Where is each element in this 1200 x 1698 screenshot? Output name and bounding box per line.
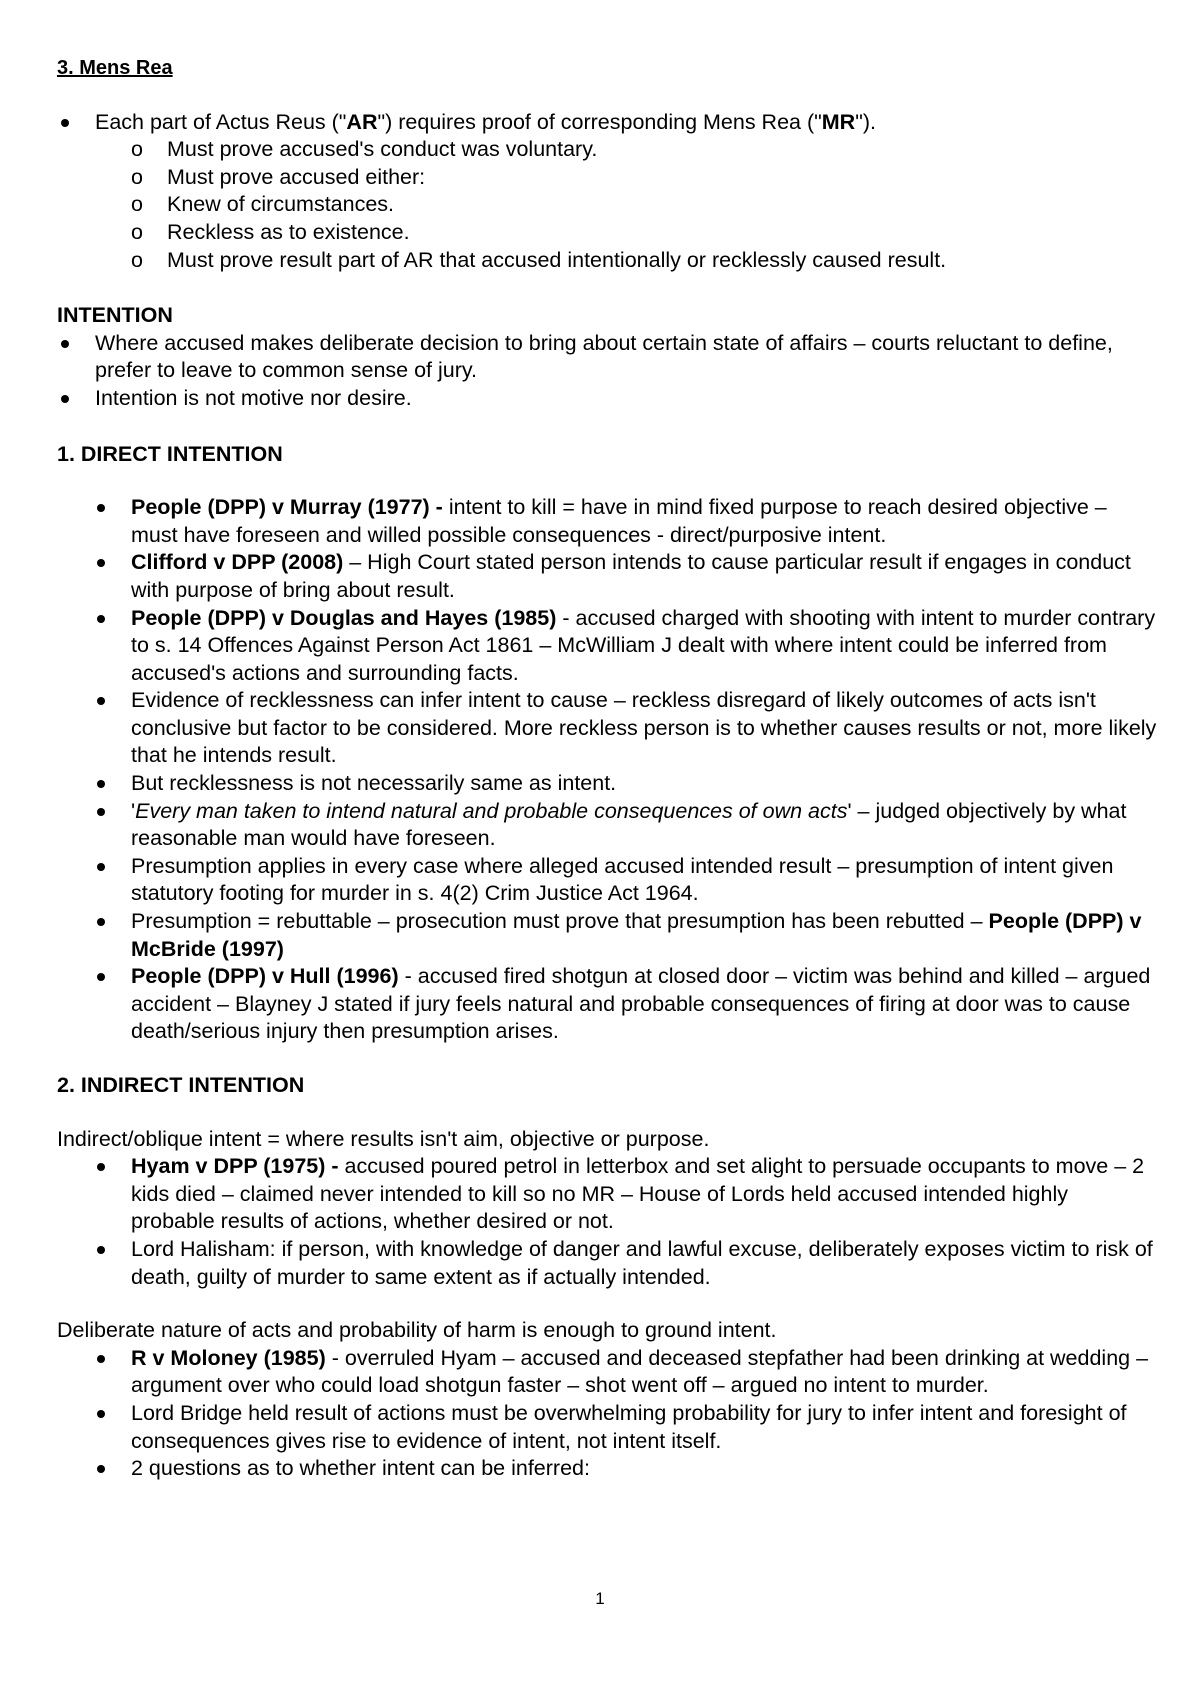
text: accused poured petrol in letterbox and set alight to persuade occupants to move – 2 kids died – claimed never intended to kill so no MR – House of Lords held accused intended highly probable results of actions, whether desired or not.	[131, 1154, 1145, 1234]
page-title: 3. Mens Rea	[57, 57, 173, 79]
text: - accused charged with shooting with intent to murder contrary to s. 14 Offences Against Person Act 1861 – McWilliam J dealt with where intent could be inferred from accused's actions and surrounding facts.	[131, 605, 1156, 685]
list-item	[57, 798, 1157, 853]
text: - overruled Hyam – accused and deceased stepfather had been drinking at wedding – argument over who could load shotgun faster – shot went off – argued no intent to murder.	[131, 1345, 1149, 1398]
text: '	[131, 798, 136, 823]
case-name: People (DPP) v McBride (1997)	[131, 909, 1142, 961]
text: – High Court stated person intends to cause particular result if engages in conduct with purpose of bring about result.	[131, 550, 1131, 602]
text: ").	[855, 109, 876, 134]
list-item: Lord Bridge held result of actions must be overwhelming probability for jury to infer intent and foresight of consequences gives rise to evidence of intent, not intent itself.	[57, 1400, 1157, 1455]
list-item	[57, 494, 1157, 549]
section-heading-direct-intention: 1. DIRECT INTENTION	[57, 441, 283, 466]
list-item: Where accused makes deliberate decision to bring about certain state of affairs – courts reluctant to define, prefer to leave to common sense of jury.	[57, 330, 1157, 385]
list-item	[57, 963, 1157, 1046]
abbr-mr: MR	[821, 109, 856, 134]
list-item: Evidence of recklessness can infer intent to cause – reckless disregard of likely outcomes of acts isn't conclusive but factor to be considered. More reckless person is to whether causes results or not, more likely that he intends result.	[57, 687, 1157, 770]
list-item: 2 questions as to whether intent can be inferred:	[57, 1455, 1157, 1483]
list-item: But recklessness is not necessarily same as intent.	[57, 770, 1157, 798]
list-item	[57, 605, 1157, 688]
list-item	[57, 1153, 1157, 1236]
sub-list-item: o Must prove result part of AR that accused intentionally or recklessly caused result.	[131, 247, 1157, 275]
list-item: Lord Halisham: if person, with knowledge of danger and lawful excuse, deliberately exposes victim to risk of death, guilty of murder to same extent as if actually intended.	[57, 1236, 1157, 1291]
case-name: People (DPP) v Hull (1996)	[131, 964, 399, 989]
intro-sublist	[131, 136, 1157, 274]
intention-list	[57, 330, 1157, 413]
list-item: Presumption applies in every case where alleged accused intended result – presumption of intent given statutory footing for murder in s. 4(2) Crim Justice Act 1964.	[57, 853, 1157, 908]
text: - accused fired shotgun at closed door – victim was behind and killed – argued accident – Blayney J stated if jury feels natural and probable consequences of firing at door was to cause death/serious injury then presumption arises.	[131, 964, 1151, 1044]
paragraph: Deliberate nature of acts and probability of harm is enough to ground intent.	[57, 1318, 777, 1343]
intro-list	[57, 109, 1157, 137]
list-item: Intention is not motive nor desire.	[57, 385, 1157, 413]
section-heading-intention: INTENTION	[57, 303, 173, 328]
text: ' – judged objectively by what reasonable man would have foreseen.	[131, 798, 1127, 851]
text: ") requires proof of corresponding Mens Rea ("	[377, 109, 822, 134]
case-name: R v Moloney (1985)	[131, 1345, 326, 1370]
list-item	[57, 908, 1157, 963]
sub-list-item: o Reckless as to existence.	[131, 219, 1157, 247]
sub-list-item: o Must prove accused either:	[131, 164, 1157, 192]
case-name: People (DPP) v Douglas and Hayes (1985)	[131, 605, 557, 630]
abbr-ar: AR	[346, 109, 378, 134]
text: Each part of Actus Reus ("	[95, 109, 347, 134]
paragraph: Indirect/oblique intent = where results isn't aim, objective or purpose.	[57, 1126, 710, 1151]
case-name: Hyam v DPP (1975) -	[131, 1154, 339, 1179]
indirect-intention-list-1	[57, 1153, 1157, 1291]
list-item	[57, 549, 1157, 604]
section-heading-indirect-intention: 2. INDIRECT INTENTION	[57, 1073, 305, 1097]
document-content	[57, 55, 1157, 1483]
indirect-intention-list-2	[57, 1345, 1157, 1483]
text: Presumption = rebuttable – prosecution must prove that presumption has been rebutted –	[131, 909, 989, 934]
quote: Every man taken to intend natural and probable consequences of own acts	[135, 798, 848, 823]
direct-intention-list	[57, 494, 1157, 1046]
list-item	[57, 1345, 1157, 1400]
case-name: Clifford v DPP (2008)	[131, 550, 344, 575]
page-number: 1	[595, 1589, 605, 1608]
sub-list-item: o Must prove accused's conduct was voluntary.	[131, 136, 1157, 164]
text: intent to kill = have in mind fixed purpose to reach desired objective – must have foreseen and willed possible consequences - direct/purposive intent.	[131, 495, 1107, 547]
case-name: People (DPP) v Murray (1977) -	[131, 495, 443, 520]
list-item	[57, 109, 1157, 137]
sub-list-item: o Knew of circumstances.	[131, 191, 1157, 219]
